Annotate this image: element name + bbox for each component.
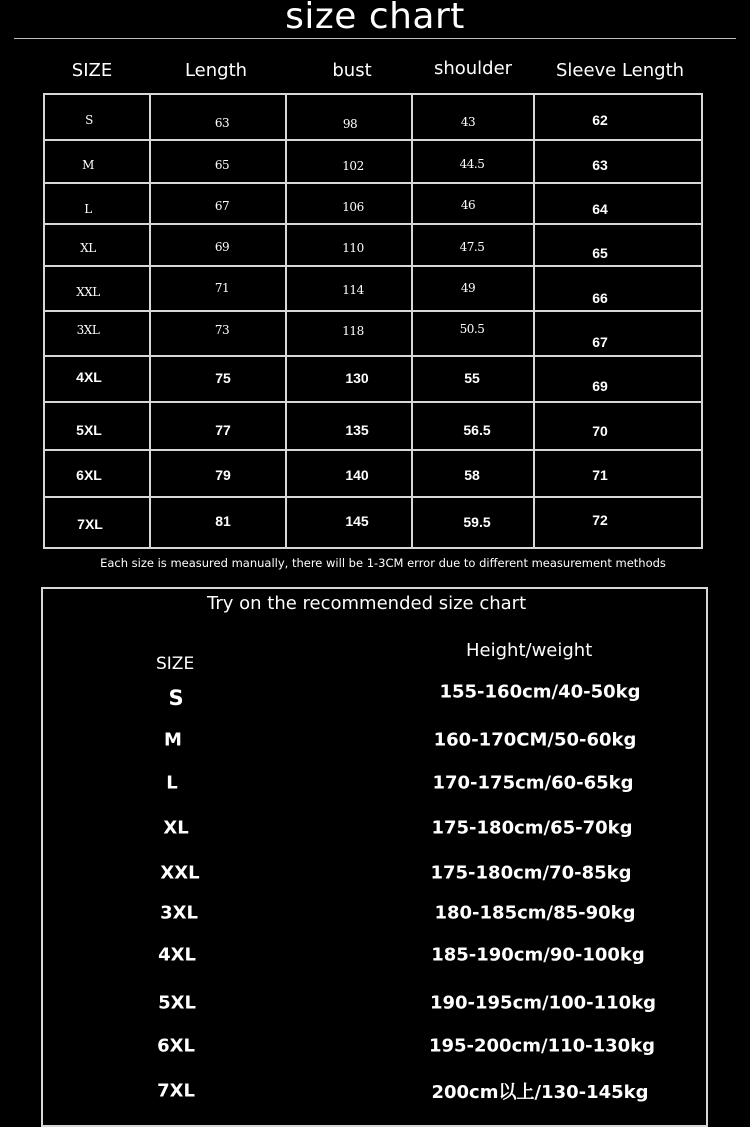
- cell-size: XL: [80, 241, 96, 255]
- cell-sleeve-length: 62: [592, 112, 608, 128]
- cell-length: 79: [215, 467, 231, 483]
- table-divider: [45, 496, 701, 498]
- recommended-hw: 170-175cm/60-65kg: [432, 772, 634, 794]
- cell-bust: 135: [345, 422, 369, 438]
- recommended-hw: 195-200cm/110-130kg: [428, 1035, 656, 1057]
- cell-sleeve-length: 67: [592, 334, 608, 350]
- cell-bust: 140: [345, 467, 369, 483]
- cell-bust: 145: [345, 513, 369, 529]
- cell-length: 73: [214, 323, 230, 337]
- table-divider: [149, 95, 151, 547]
- recommended-size: 3XL: [160, 902, 198, 924]
- table-divider: [285, 95, 287, 547]
- cell-length: 69: [214, 240, 230, 254]
- recommended-size: M: [164, 729, 182, 751]
- recommended-size-header: SIZE: [156, 654, 195, 674]
- cell-size: 6XL: [76, 467, 102, 483]
- title-divider: [14, 38, 736, 39]
- table-divider: [45, 265, 701, 267]
- cell-sleeve-length: 71: [592, 467, 608, 483]
- cell-bust: 106: [342, 200, 364, 214]
- cell-bust: 114: [342, 283, 364, 297]
- col-header-bust: bust: [332, 60, 372, 81]
- col-header-sleeve-length: Sleeve Length: [555, 60, 685, 81]
- table-divider: [45, 449, 701, 451]
- cell-length: 65: [214, 158, 230, 172]
- measurement-note: Each size is measured manually, there will be 1-3CM error due to different measurement methods: [100, 556, 666, 570]
- cell-sleeve-length: 72: [592, 512, 608, 528]
- recommended-size: S: [168, 686, 184, 710]
- cell-length: 71: [214, 281, 230, 295]
- cell-bust: 130: [345, 370, 369, 386]
- col-header-size: SIZE: [71, 60, 113, 81]
- cell-shoulder: 58: [464, 467, 480, 483]
- cell-size: 3XL: [76, 323, 100, 337]
- cell-length: 77: [215, 422, 231, 438]
- cell-shoulder: 46: [460, 198, 476, 212]
- col-header-shoulder: shoulder: [433, 58, 513, 79]
- cell-sleeve-length: 64: [592, 201, 608, 217]
- cell-shoulder: 49: [460, 281, 476, 295]
- cell-length: 81: [215, 513, 231, 529]
- recommended-hw: 155-160cm/40-50kg: [439, 681, 641, 703]
- recommended-size: 4XL: [158, 944, 196, 966]
- recommended-size: 7XL: [157, 1080, 195, 1102]
- cell-size: S: [85, 113, 93, 127]
- cell-shoulder: 56.5: [463, 422, 491, 438]
- recommended-hw: 190-195cm/100-110kg: [429, 992, 657, 1014]
- cell-size: M: [82, 158, 94, 172]
- recommended-hw: 175-180cm/70-85kg: [430, 862, 632, 884]
- cell-size: 7XL: [77, 516, 103, 532]
- table-divider: [411, 95, 413, 547]
- cell-sleeve-length: 70: [592, 423, 608, 439]
- table-divider: [45, 182, 701, 184]
- recommended-size: L: [166, 772, 178, 794]
- page-title: size chart: [285, 0, 465, 37]
- cell-shoulder: 44.5: [459, 157, 485, 171]
- recommended-size: 5XL: [158, 992, 196, 1014]
- recommended-size: XL: [163, 817, 189, 839]
- recommended-hw: 185-190cm/90-100kg: [431, 944, 645, 966]
- cell-sleeve-length: 63: [592, 157, 608, 173]
- cell-bust: 118: [342, 324, 364, 338]
- cell-sleeve-length: 65: [592, 245, 608, 261]
- recommended-size: XXL: [160, 862, 200, 884]
- recommended-hw: 160-170CM/50-60kg: [433, 729, 637, 751]
- cell-size: L: [84, 202, 92, 216]
- recommended-hw-header: Height/weight: [466, 640, 593, 661]
- cell-length: 63: [214, 116, 230, 130]
- col-header-length: Length: [184, 60, 248, 81]
- cell-shoulder: 47.5: [459, 240, 485, 254]
- cell-shoulder: 43: [460, 115, 476, 129]
- table-divider: [45, 139, 701, 141]
- table-divider: [45, 401, 701, 403]
- recommended-hw: 175-180cm/65-70kg: [431, 817, 633, 839]
- table-divider: [533, 95, 535, 547]
- cell-shoulder: 55: [464, 370, 480, 386]
- table-divider: [45, 355, 701, 357]
- table-divider: [45, 310, 701, 312]
- cell-length: 67: [214, 199, 230, 213]
- cell-size: 5XL: [76, 422, 102, 438]
- cell-sleeve-length: 66: [592, 290, 608, 306]
- recommended-size: 6XL: [157, 1035, 195, 1057]
- cell-sleeve-length: 69: [592, 378, 608, 394]
- cell-bust: 102: [342, 159, 364, 173]
- cell-bust: 98: [342, 117, 358, 131]
- table-divider: [45, 223, 701, 225]
- cell-shoulder: 50.5: [459, 322, 485, 336]
- recommended-hw: 180-185cm/85-90kg: [434, 902, 636, 924]
- cell-size: XXL: [76, 285, 100, 299]
- recommended-hw: 200cm以上/130-145kg: [431, 1082, 649, 1103]
- recommended-title: Try on the recommended size chart: [207, 593, 527, 614]
- cell-length: 75: [215, 370, 231, 386]
- cell-size: 4XL: [76, 369, 102, 385]
- cell-shoulder: 59.5: [463, 514, 491, 530]
- cell-bust: 110: [342, 241, 364, 255]
